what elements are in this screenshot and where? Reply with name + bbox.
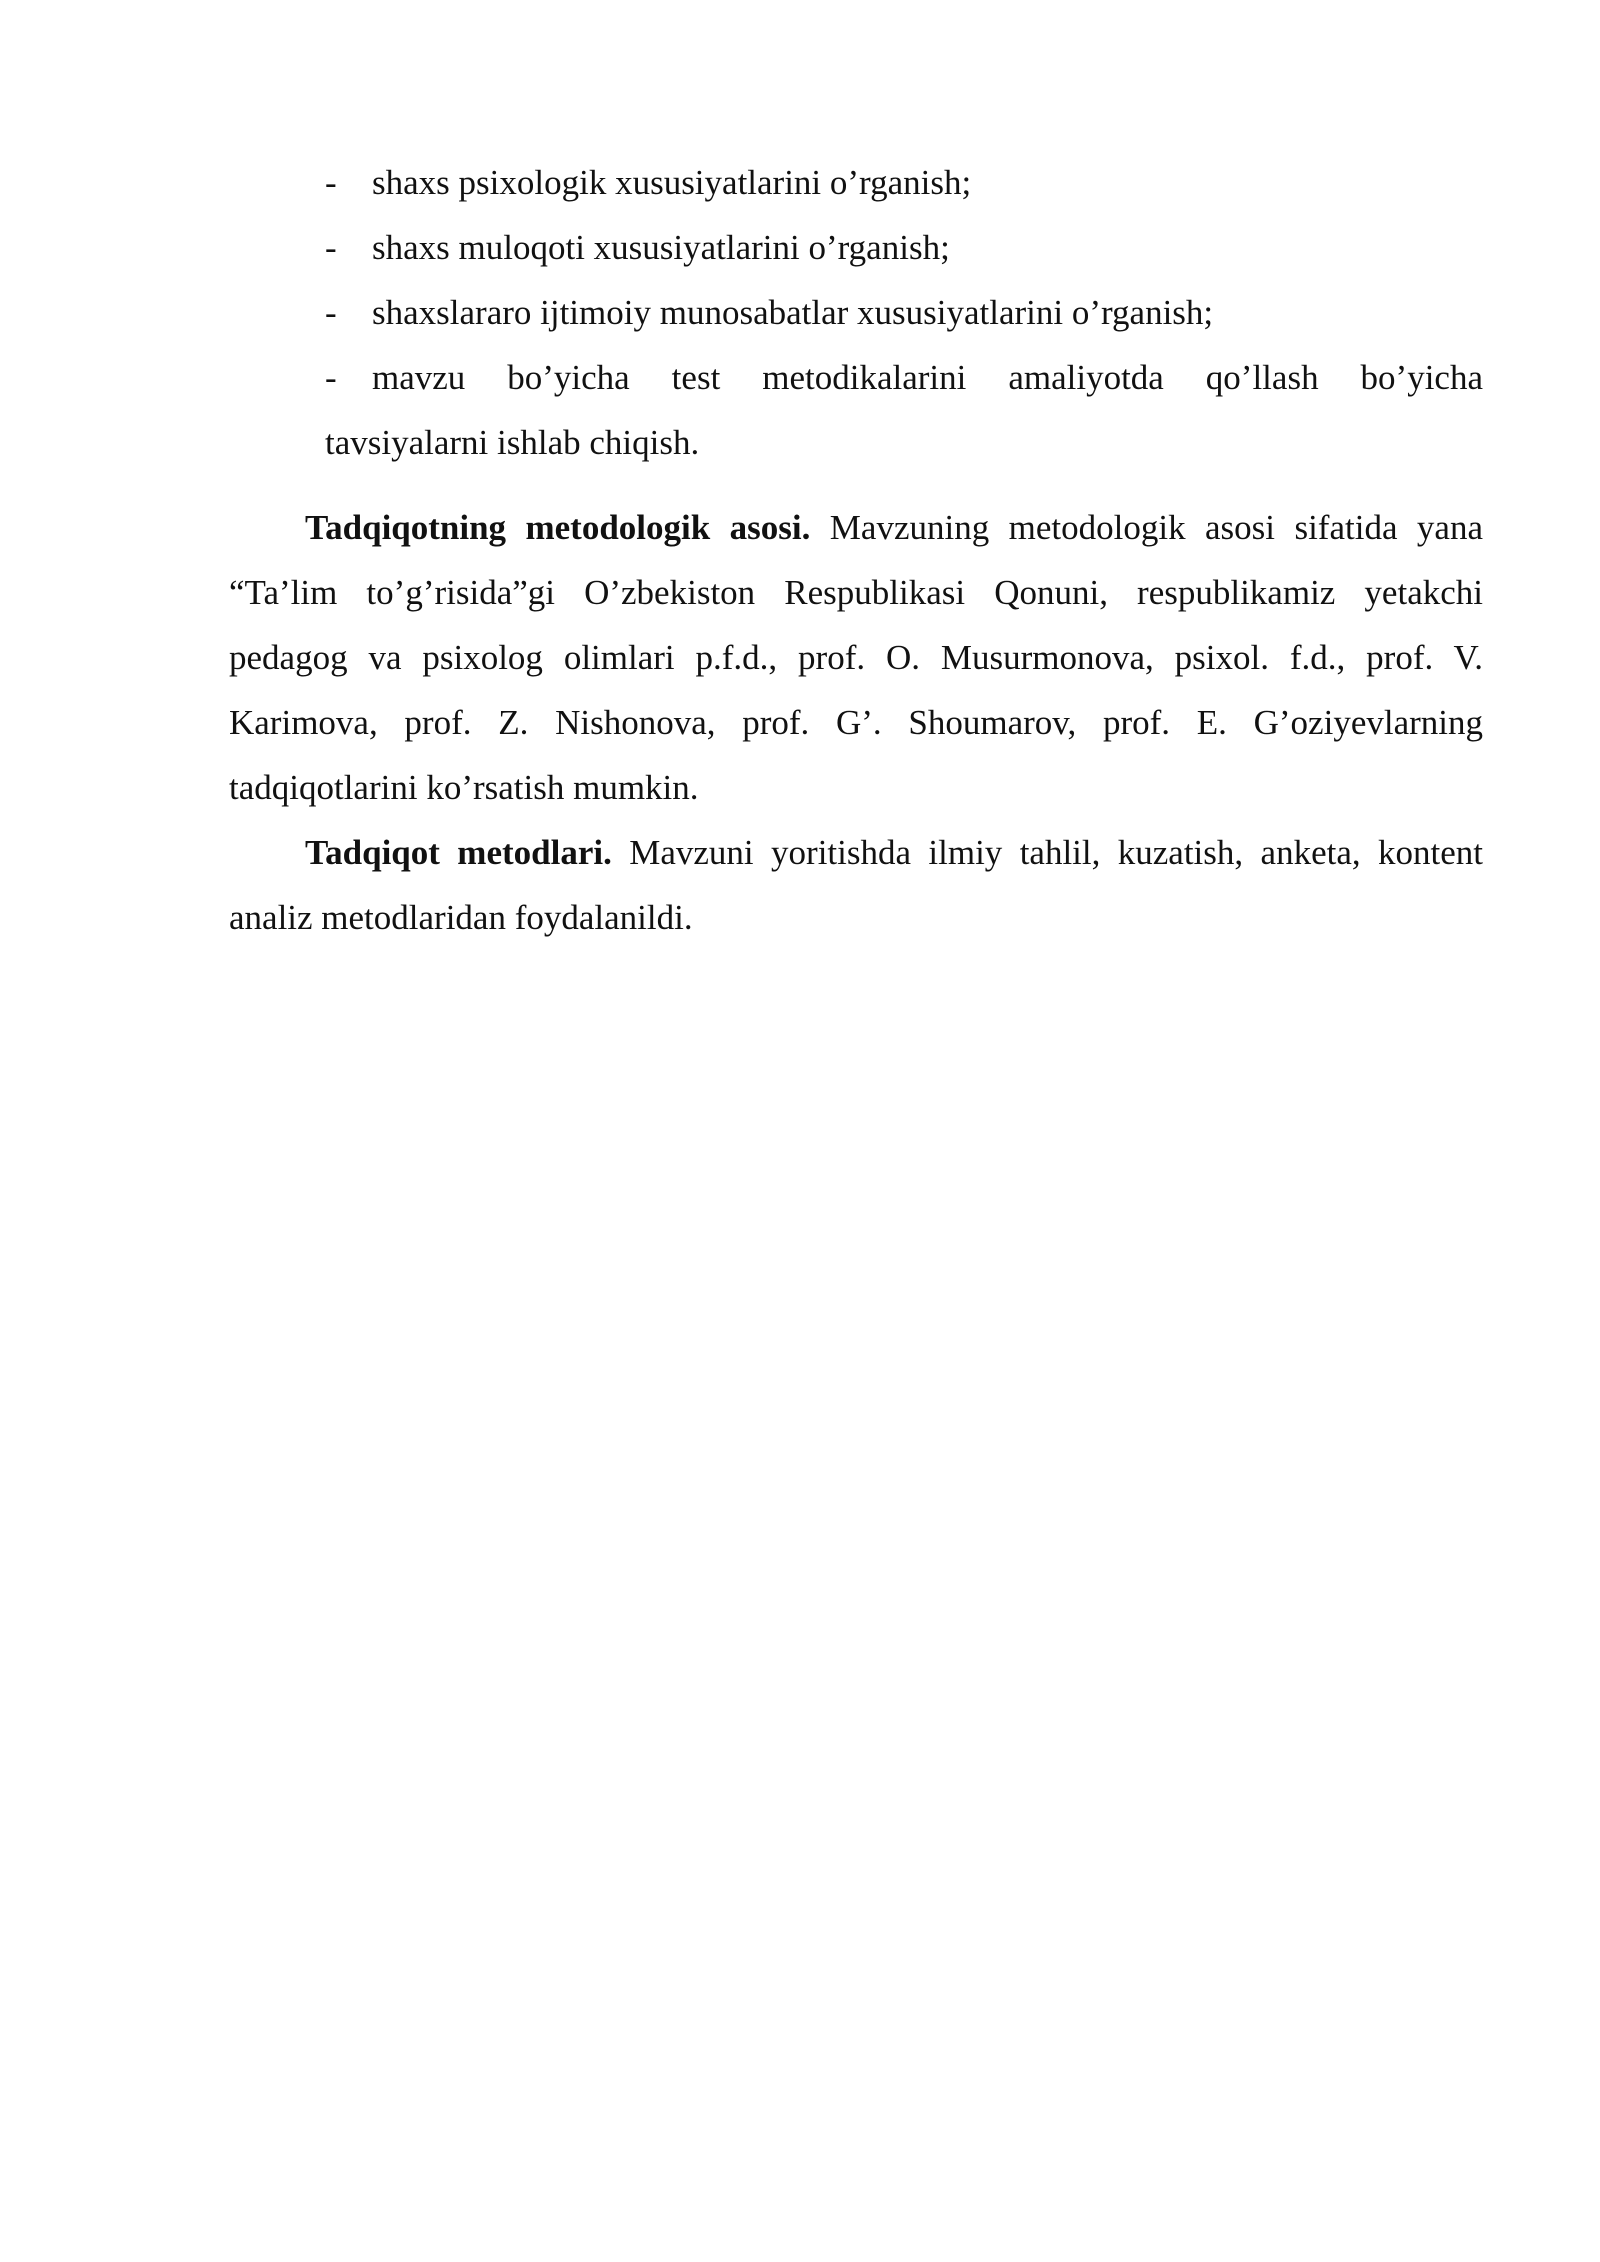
bullet-list bbox=[325, 150, 1483, 475]
list-item bbox=[325, 215, 1483, 280]
list-item-text: mavzu bo’yicha test metodikalarini amaliyotda qo’llash bo’yicha bbox=[372, 358, 1483, 397]
list-item-text: shaxs psixologik xususiyatlarini o’rganish; bbox=[372, 163, 972, 202]
paragraph-research-methods bbox=[229, 820, 1483, 950]
paragraph-text: Mavzuning metodologik asosi sifatida yana “Ta’lim to’g’risida”gi O’zbekiston Respublikasi Qonuni, respublikamiz yetakchi pedagog va psixolog olimlari p.f.d., prof. O. Musurmonova, psixol. f.d., prof. V. Karimova, prof. Z. Nishonova, prof. G’. Shoumarov, prof. E. G’oziyevlarning tadqiqotlarini ko’rsatish mumkin. bbox=[229, 508, 1483, 807]
list-item-continuation: tavsiyalarni ishlab chiqish. bbox=[325, 423, 700, 462]
paragraph-heading: Tadqiqotning metodologik asosi. bbox=[305, 508, 811, 547]
dash-marker: - bbox=[325, 228, 337, 267]
dash-marker: - bbox=[325, 293, 337, 332]
paragraph-text: Mavzuni yoritishda ilmiy tahlil, kuzatish, anketa, kontent analiz metodlaridan foydalanildi. bbox=[229, 833, 1483, 937]
paragraph-heading: Tadqiqot metodlari. bbox=[305, 833, 612, 872]
dash-marker: - bbox=[325, 358, 337, 397]
list-item bbox=[325, 150, 1483, 215]
dash-marker: - bbox=[325, 163, 337, 202]
paragraph-methodological-basis bbox=[229, 495, 1483, 820]
list-item-text: shaxs muloqoti xususiyatlarini o’rganish; bbox=[372, 228, 950, 267]
list-item bbox=[325, 345, 1483, 410]
body-text bbox=[229, 495, 1483, 950]
list-item-text: shaxslararo ijtimoiy munosabatlar xususiyatlarini o’rganish; bbox=[372, 293, 1214, 332]
list-item bbox=[325, 280, 1483, 345]
